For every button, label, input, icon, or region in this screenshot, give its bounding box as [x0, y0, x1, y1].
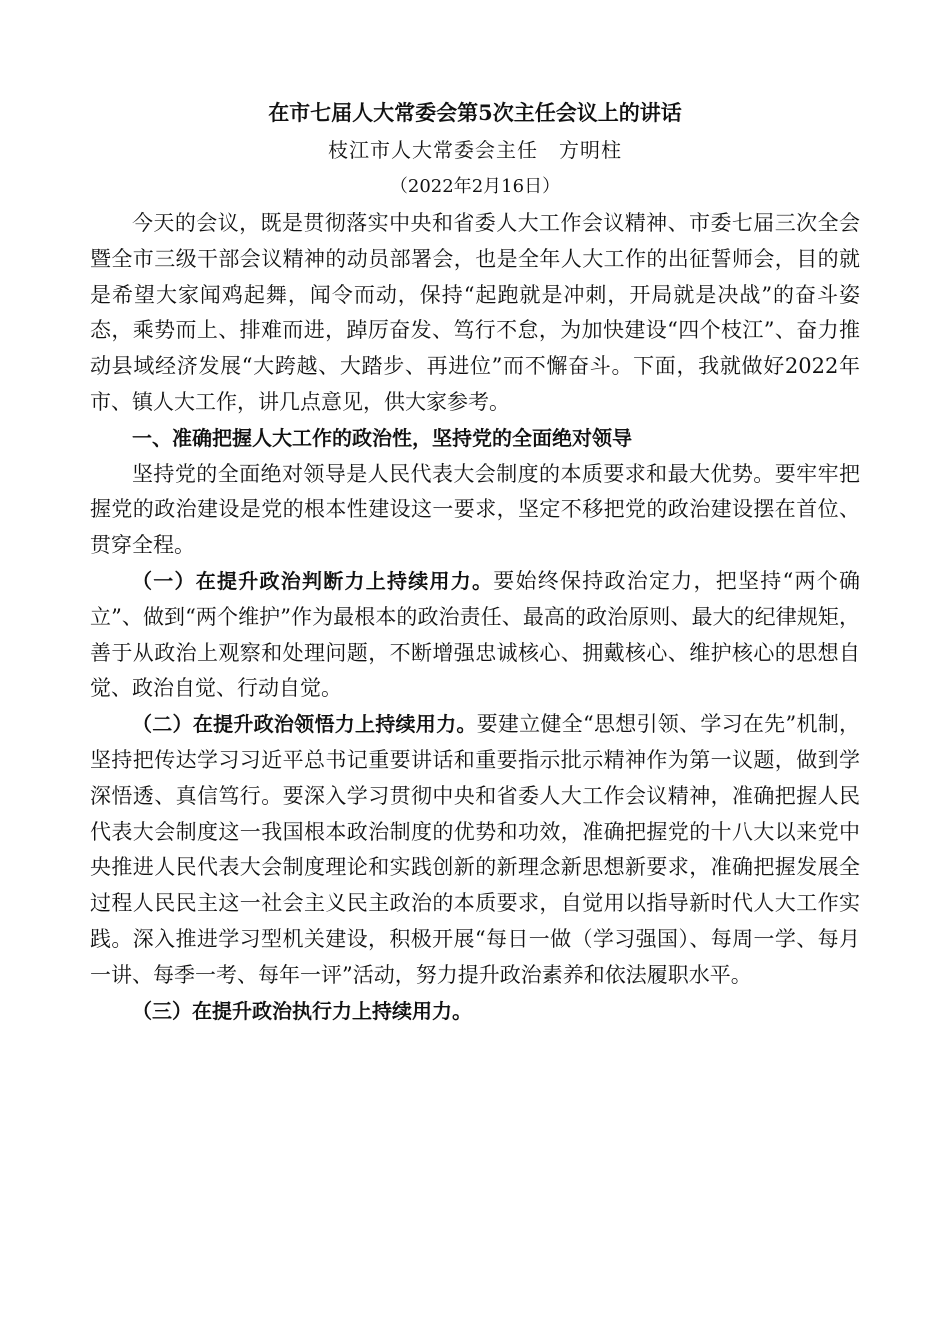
- subsection-3-lead: （三）在提升政治执行力上持续用力。: [132, 998, 472, 1023]
- subsection-1-paragraph: [90, 564, 860, 707]
- intro-paragraph: 今天的会议，既是贯彻落实中央和省委人大工作会议精神、市委七届三次全会暨全市三级干部会议精神的动员部署会，也是全年人大工作的出征誓师会，目的就是希望大家闻鸡起舞，闻令而动，保持“起跑就是冲刺，开局就是决战”的奋斗姿态，乘势而上、排难而进，踔厉奋发、笃行不怠，为加快建设“四个枝江”、奋力推动县域经济发展“大跨越、大踏步、再进位”而不懈奋斗。下面，我就做好2022年市、镇人大工作，讲几点意见，供大家参考。: [90, 211, 860, 414]
- document-author: 枝江市人大常委会主任 方明柱: [328, 138, 622, 162]
- document-title: 在市七届人大常委会第5次主任会议上的讲话: [268, 100, 682, 125]
- subsection-2-body: 要建立健全“思想引领、学习在先”机制，坚持把传达学习习近平总书记重要讲话和重要指示批示精神作为第一议题，做到学深悟透、真信笃行。要深入学习贯彻中央和省委人大工作会议精神，准确把握人民代表大会制度这一我国根本政治制度的优势和功效，准确把握党的十八大以来党中央推进人民代表大会制度理论和实践创新的新理念新思想新要求，准确把握发展全过程人民民主这一社会主义民主政治的本质要求，自觉用以指导新时代人大工作实践。深入推进学习型机关建设，积极开展“每日一做（学习强国）、每周一学、每月一讲、每季一考、每年一评”活动，努力提升政治素养和依法履职水平。: [90, 712, 860, 987]
- subsection-2-paragraph: [90, 707, 860, 993]
- subsection-2-lead: （二）在提升政治领悟力上持续用力。: [132, 712, 477, 737]
- subsection-1-body: 要始终保持政治定力，把坚持“两个确立”、做到“两个维护”作为最根本的政治责任、最高的政治原则、最大的纪律规矩，善于从政治上观察和处理问题，不断增强忠诚核心、拥戴核心、维护核心的思想自觉、政治自觉、行动自觉。: [90, 568, 861, 701]
- document-body: [90, 206, 860, 1029]
- section-1-heading: 一、准确把握人大工作的政治性，坚持党的全面绝对领导: [132, 425, 632, 450]
- document-date: （2022年2月16日）: [389, 176, 561, 197]
- subsection-1-lead: （一）在提升政治判断力上持续用力。: [132, 568, 494, 593]
- subsection-3-paragraph: [90, 994, 860, 1030]
- section-1-paragraph: 坚持党的全面绝对领导是人民代表大会制度的本质要求和最大优势。要牢牢把握党的政治建设是党的根本性建设这一要求，坚定不移把党的政治建设摆在首位、贯穿全程。: [90, 461, 860, 558]
